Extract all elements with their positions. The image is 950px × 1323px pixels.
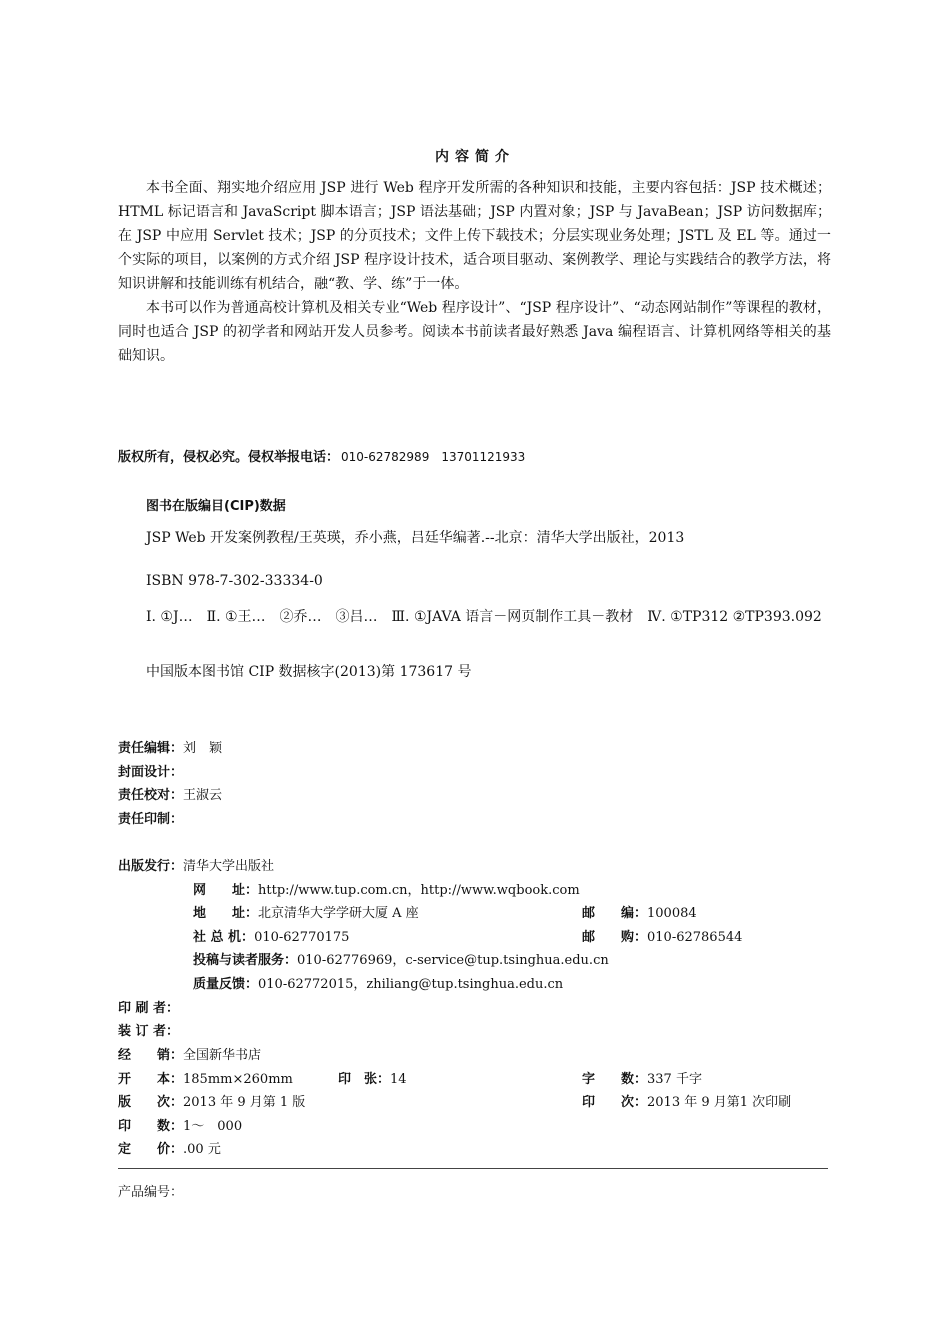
edition-label: 版 次： bbox=[118, 1095, 184, 1110]
publisher-web-row bbox=[193, 879, 580, 898]
summary-paragraph-2: 本书可以作为普通高校计算机及相关专业“Web 程序设计”、“JSP 程序设计”、“动态网站制作”等课程的教材，同时也适合 JSP 的初学者和网站开发人员参考。阅读本书前读者最好熟悉 Java 编程语言、计算机网络等相关的基础知识。 bbox=[118, 300, 831, 364]
edition-value: 2013 年 9 月第 1 版 bbox=[183, 1095, 306, 1110]
sheets-label: 印 张： bbox=[338, 1072, 391, 1087]
printer-row bbox=[118, 997, 179, 1016]
isbn: ISBN 978-7-302-33334-0 bbox=[146, 573, 323, 589]
format-row bbox=[118, 1068, 293, 1087]
publisher-service-label: 投稿与读者服务： bbox=[193, 953, 298, 968]
printer-label: 印 刷 者： bbox=[118, 1001, 180, 1016]
publisher-web: http://www.tup.com.cn，http://www.wqbook.com bbox=[258, 883, 580, 898]
publisher-mailorder-row bbox=[582, 926, 742, 945]
sheets-value: 14 bbox=[390, 1072, 407, 1087]
publisher-feedback-label: 质量反馈： bbox=[193, 977, 259, 992]
words-label: 字 数： bbox=[582, 1072, 648, 1087]
publisher-address-label: 地 址： bbox=[193, 906, 259, 921]
price-row bbox=[118, 1138, 221, 1157]
credit-editor bbox=[118, 737, 222, 756]
publisher-switchboard-row bbox=[193, 926, 349, 945]
credit-editor-label: 责任编辑： bbox=[118, 741, 184, 756]
product-number-row bbox=[118, 1181, 183, 1200]
copyright-notice bbox=[118, 446, 525, 465]
publisher-name: 清华大学出版社 bbox=[183, 859, 275, 874]
copyright-phones: 010-62782989 13701121933 bbox=[341, 450, 526, 464]
sheets-row bbox=[338, 1068, 407, 1087]
publisher-switchboard-label: 社 总 机： bbox=[193, 930, 255, 945]
credit-proof bbox=[118, 784, 222, 803]
binder-label: 装 订 者： bbox=[118, 1024, 180, 1039]
credit-editor-value: 刘 颖 bbox=[183, 741, 223, 756]
copies-row bbox=[118, 1115, 242, 1134]
cip-classification: Ⅰ. ①J… Ⅱ. ①王… ②乔… ③吕… Ⅲ. ①JAVA 语言－网页制作工具－教材 Ⅳ. ①TP312 ②TP393.092 bbox=[146, 609, 822, 625]
publisher-switchboard: 010-62770175 bbox=[254, 930, 350, 945]
price-label: 定 价： bbox=[118, 1142, 184, 1157]
copyright-text: 版权所有，侵权必究。侵权举报电话： bbox=[118, 450, 340, 465]
publisher-label: 出版发行： bbox=[118, 859, 184, 874]
publisher-service: 010-62776969，c-service@tup.tsinghua.edu.cn bbox=[297, 953, 609, 968]
publisher-service-row bbox=[193, 949, 609, 968]
publisher-address-row bbox=[193, 902, 419, 921]
publisher-mailorder: 010-62786544 bbox=[647, 930, 743, 945]
binder-row bbox=[118, 1020, 179, 1039]
summary-title: 内容简介 bbox=[435, 149, 515, 165]
distribution-label: 经 销： bbox=[118, 1048, 184, 1063]
credit-proof-label: 责任校对： bbox=[118, 788, 184, 803]
publisher-feedback-row bbox=[193, 973, 563, 992]
cip-heading: 图书在版编目(CIP)数据 bbox=[146, 499, 286, 514]
publisher-row bbox=[118, 855, 274, 874]
format-label: 开 本： bbox=[118, 1072, 184, 1087]
copies-value: 1～ 000 bbox=[183, 1119, 243, 1134]
words-value: 337 千字 bbox=[647, 1072, 702, 1087]
credit-cover bbox=[118, 761, 183, 780]
publisher-web-label: 网 址： bbox=[193, 883, 259, 898]
edition-row bbox=[118, 1091, 305, 1110]
publisher-address: 北京清华大学学研大厦 A 座 bbox=[258, 906, 419, 921]
impression-value: 2013 年 9 月第1 次印刷 bbox=[647, 1095, 792, 1110]
cip-entry: JSP Web 开发案例教程/王英瑛，乔小燕，吕廷华编著.--北京：清华大学出版社，2013 bbox=[146, 530, 685, 546]
publisher-mailorder-label: 邮 购： bbox=[582, 930, 648, 945]
summary-paragraph-1: 本书全面、翔实地介绍应用 JSP 进行 Web 程序开发所需的各种知识和技能，主要内容包括：JSP 技术概述；HTML 标记语言和 JavaScript 脚本语言；JSP 语法基础；JSP 内置对象；JSP 与 JavaBean；JSP 访问数据库；在 JSP 中应用 Servlet 技术；JSP 的分页技术；文件上传下载技术；分层实现业务处理；JSTL 及 EL 等。通过一个实际的项目，以案例的方式介绍 JSP 程序设计技术，适合项目驱动、案例教学、理论与实践结合的教学方法，将知识讲解和技能训练有机结合，融“教、学、练”于一体。 bbox=[118, 180, 831, 292]
publisher-feedback: 010-62772015，zhiliang@tup.tsinghua.edu.cn bbox=[258, 977, 564, 992]
format-value: 185mm×260mm bbox=[183, 1072, 293, 1087]
distribution-value: 全国新华书店 bbox=[183, 1048, 262, 1063]
distribution-row bbox=[118, 1044, 261, 1063]
credit-print bbox=[118, 808, 183, 827]
publisher-zip: 100084 bbox=[647, 906, 697, 921]
impression-row bbox=[582, 1091, 791, 1110]
cip-number: 中国版本图书馆 CIP 数据核字(2013)第 173617 号 bbox=[146, 664, 472, 680]
footer-divider bbox=[118, 1168, 828, 1169]
product-number-label: 产品编号： bbox=[118, 1185, 184, 1200]
price-value: .00 元 bbox=[183, 1142, 221, 1157]
publisher-zip-label: 邮 编： bbox=[582, 906, 648, 921]
credit-print-label: 责任印制： bbox=[118, 812, 184, 827]
copies-label: 印 数： bbox=[118, 1119, 184, 1134]
credit-cover-label: 封面设计： bbox=[118, 765, 184, 780]
publisher-zip-row bbox=[582, 902, 697, 921]
words-row bbox=[582, 1068, 702, 1087]
credit-proof-value: 王淑云 bbox=[183, 788, 223, 803]
impression-label: 印 次： bbox=[582, 1095, 648, 1110]
